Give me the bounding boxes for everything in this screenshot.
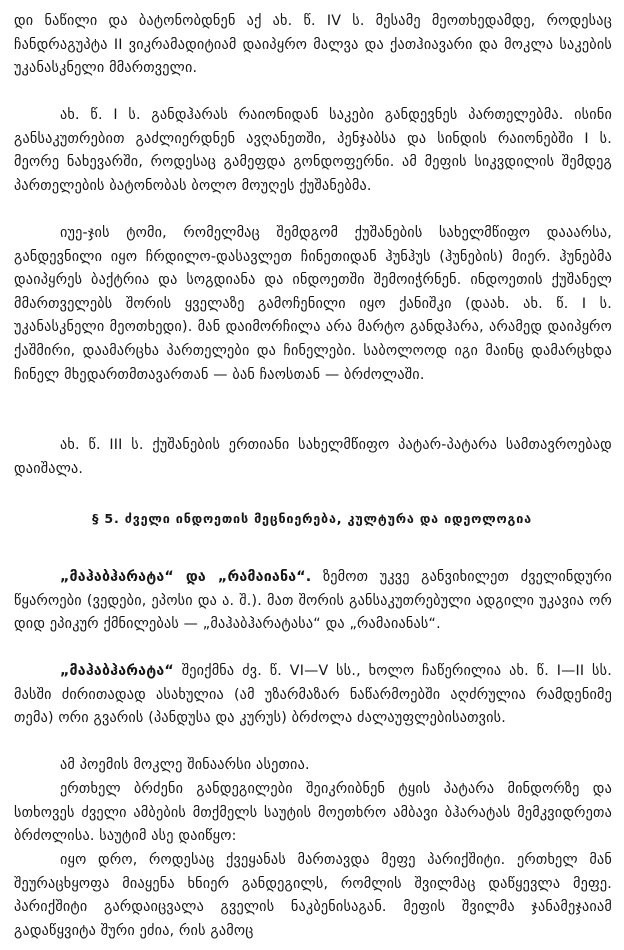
section-heading: § 5. ძველი ინდოეთის მეცნიერება, კულტურა და იდეოლოგია	[92, 511, 532, 526]
paragraph-sages: ერთხელ ბრძენი განდეგილები შეიკრიბნენ ტყის პატარა მინდორზე და სთხოვეს ძველი ამბების მთქმელს საუტის მოეთხრო ამბავი ბჰარატას მემკვიდრეთა ბრძოლისა. საუტიმ ასე დაიწყო:	[14, 781, 612, 845]
mahabharata-title: „მაჰაბჰარატა“	[60, 663, 174, 679]
paragraph-parthians: ახ. წ. I ს. განდჰარას რაიონიდან საკები განდევნეს პართელებმა. ისინი განსაკუთრებით გაძლიერდნენ ავღანეთში, პენჯაბსა და სინდის რაიონებში I ს. მეორე ნახევარში, როდესაც გამეფდა გონდოფერნი. ამ მეფის სიკვდილის შემდეგ პართელების ბატონობას ბოლო მოუღეს ქუშანებმა.	[14, 107, 612, 194]
paragraph-kushan-collapse: ახ. წ. III ს. ქუშანების ერთიანი სახელმწიფო პატარ-პატარა სამთავროებად დაიშალა.	[14, 437, 612, 477]
paragraph-saka-rule: დი ნაწილი და ბატონობდნენ აქ ახ. წ. IV ს. მესამე მეოთხედამდე, როდესაც ჩანდრაგუპტა II ვიკრამადიტიამ დაიპყრო მალვა და ქათჰიავარი და მოკლა საკების უკანასკნელი მმართველი.	[14, 13, 612, 77]
mahabharata-text: შეიქმნა ძვ. წ. VI—V სს., ხოლო ჩაწერილია ახ. წ. I—II სს. მასში ძირითადად ასახულია (ამ უზარმაზარ ნაწარმოებში აღძრულია რამდენიმე თემა) ორი გვარის (პანდუსა და კურუს) ბრძოლა ძალაუფლებისათვის.	[14, 663, 612, 727]
epics-title: „მაჰაბჰარატა“ და „რამაიანა“.	[60, 569, 312, 585]
paragraph-mahabharata	[14, 660, 612, 731]
paragraph-parikshit: იყო დრო, როდესაც ქვეყანას მართავდა მეფე პარიქშიტი. ერთხელ მან შეურაცხყოფა მიაყენა ხნიერ განდეგილს, რომლის შვილმაც დაწყევლა მეფე. პარიქშიტი გარდაიცვალა გველის ნაკბენისაგან. მეფის შვილმა ჯანამეჯაიამ გადაწყვიტა შური ეძია, რის გამოც	[14, 852, 612, 939]
paragraph-kushans: იუე-ჯის ტომი, რომელმაც შემდგომ ქუშანების სახელმწიფო დააარსა, განდევნილი იყო ჩრდილო-დასავლეთ ჩინეთიდან ჰუნჰუს (ჰუნების) მიერ. ჰუნებმა დაიპყრეს ბაქტრია და სოგდიანა და ინდოეთში შემოიჭრნენ. ინდოეთის ქუშანელ მმართველებს შორის ყველაზე გამოჩენილი იყო ქანიშკი (დაახ. ახ. წ. I ს. უკანასკნელი მეოთხედი). მან დაიმორჩილა არა მარტო განდჰარა, არამედ დაიპყრო ქაშმირი, დაამარცხა პართელები და ჩინელები. საბოლოოდ იგი მაინც დამარცხდა ჩინელ მხედართმთავართან — ბან ჩაოსთან — ბრძოლაში.	[14, 225, 612, 383]
paragraph-summary-intro: ამ პოემის მოკლე შინაარსი ასეთია.	[60, 757, 310, 773]
paragraph-epics-intro	[14, 566, 612, 637]
epics-intro-text: ზემოთ უკვე განვიხილეთ ძველინდური წყაროები (ვედები, ეპოსი და ა. შ.). მათ შორის განსაკუთრებული ადგილი უკავია ორ დიდ ეპიკურ ქმნილებას — „მაჰაბჰარატასა“ და „რამაიანას“.	[14, 569, 612, 633]
